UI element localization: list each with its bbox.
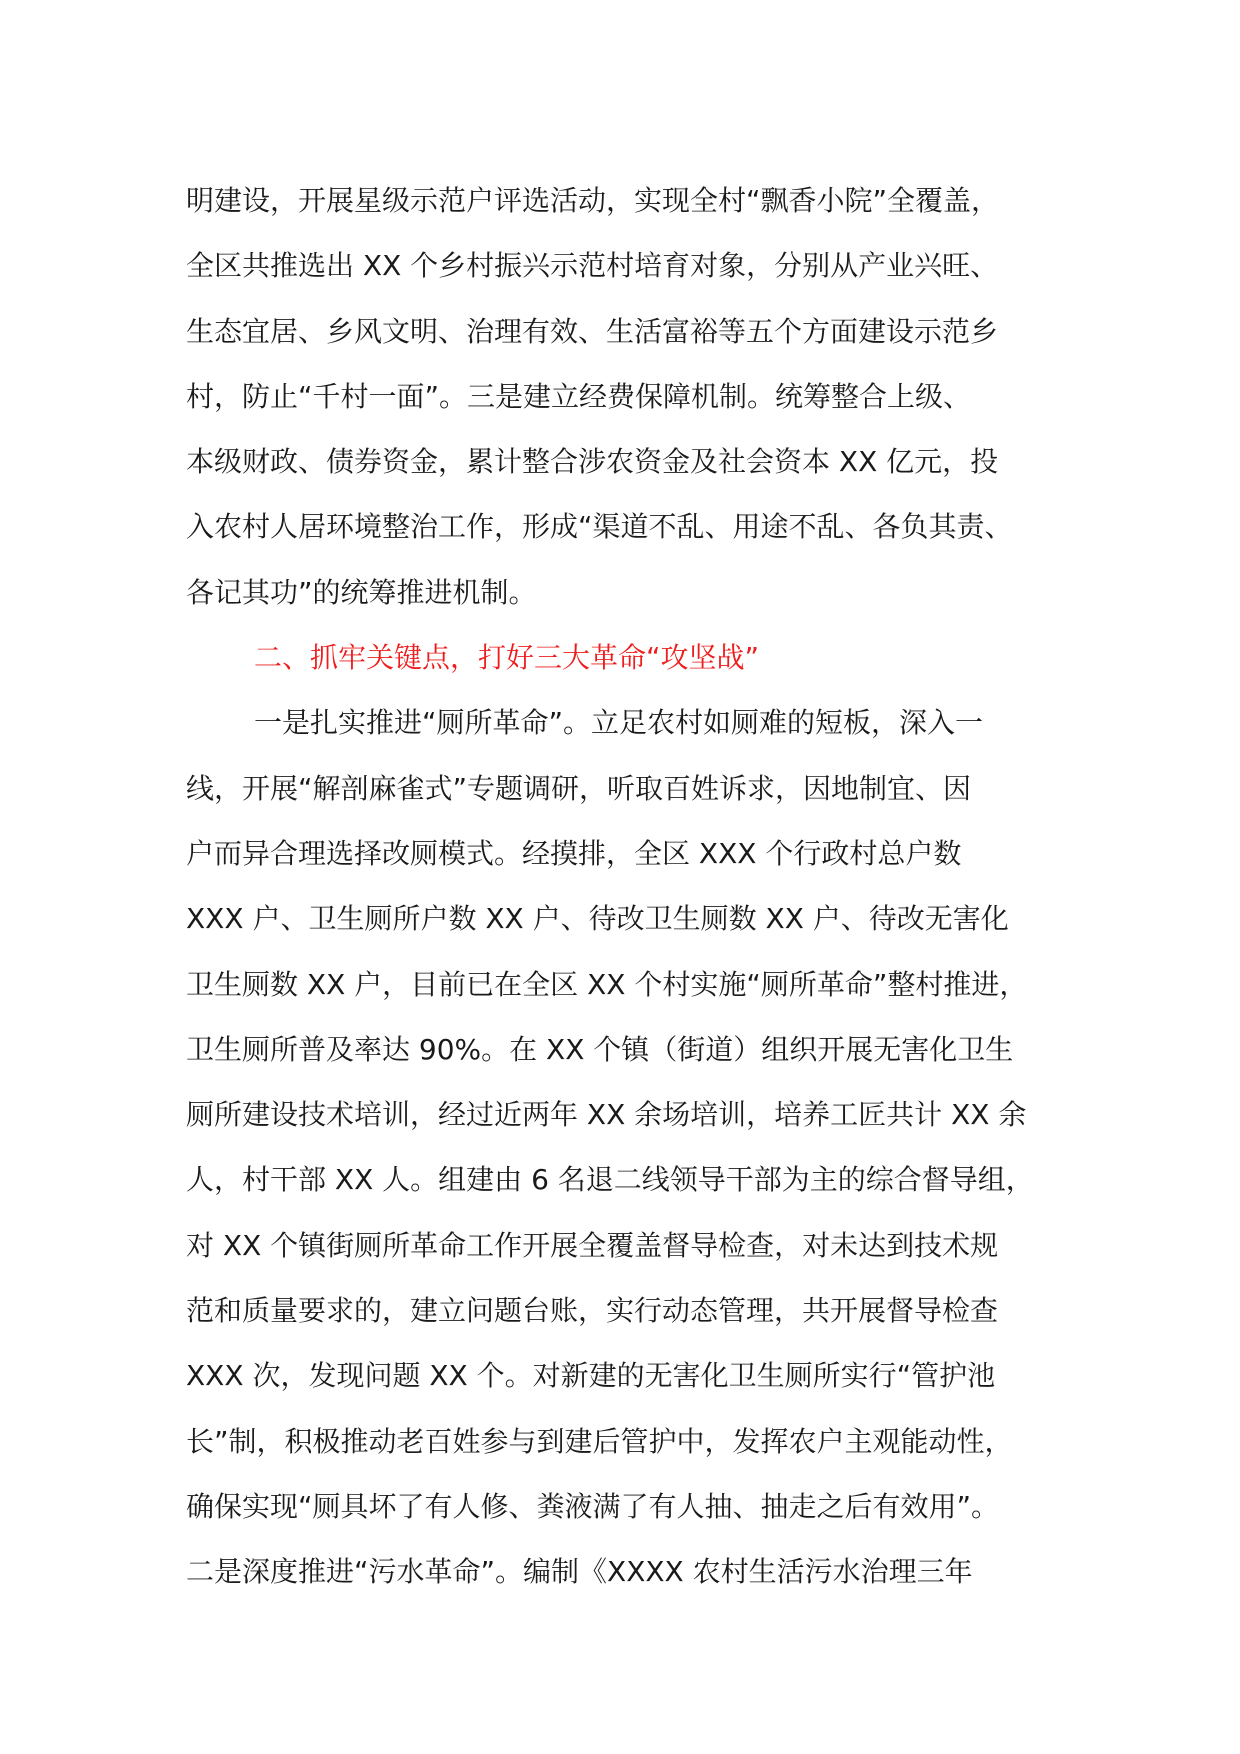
paragraph-line: 范和质量要求的，建立问题台账，实行动态管理，共开展督导检查 [186, 1294, 999, 1328]
paragraph-line: 全区共推选出 XX 个乡村振兴示范村培育对象，分别从产业兴旺、 [186, 249, 999, 283]
paragraph-line: XXX 户、卫生厕所户数 XX 户、待改卫生厕数 XX 户、待改无害化 [186, 902, 1009, 936]
paragraph-line: 明建设，开展星级示范户评选活动，实现全村“飘香小院”全覆盖， [186, 184, 1000, 217]
paragraph-line: 各记其功”的统筹推进机制。 [186, 575, 537, 609]
paragraph-line: 村，防止“千村一面”。三是建立经费保障机制。统筹整合上级、 [186, 379, 972, 413]
paragraph-line: 确保实现“厕具坏了有人修、粪液满了有人抽、抽走之后有效用”。 [186, 1489, 1000, 1523]
paragraph-line: 对 XX 个镇街厕所革命工作开展全覆盖督导检查，对未达到技术规 [186, 1228, 999, 1262]
paragraph-line: 长”制，积极推动老百姓参与到建后管护中，发挥农户主观能动性， [186, 1424, 1013, 1458]
paragraph-line: 二是深度推进“污水革命”。编制《XXXX 农村生活污水治理三年 [186, 1555, 973, 1589]
section-heading: 二、抓牢关键点，打好三大革命“攻坚战” [254, 641, 760, 675]
paragraph-line: 卫生厕数 XX 户，目前已在全区 XX 个村实施“厕所革命”整村推进， [186, 967, 1028, 1001]
paragraph-line: 人，村干部 XX 人。组建由 6 名退二线领导干部为主的综合督导组， [186, 1163, 1034, 1197]
paragraph-line: 卫生厕所普及率达 90%。在 XX 个镇（街道）组织开展无害化卫生 [186, 1032, 1014, 1066]
paragraph-line: 本级财政、债券资金，累计整合涉农资金及社会资本 XX 亿元，投 [186, 445, 999, 479]
paragraph-line: XXX 次，发现问题 XX 个。对新建的无害化卫生厕所实行“管护池 [186, 1359, 996, 1393]
paragraph-line: 生态宜居、乡风文明、治理有效、生活富裕等五个方面建设示范乡 [186, 314, 999, 348]
paragraph-line: 入农村人居环境整治工作，形成“渠道不乱、用途不乱、各负其责、 [186, 510, 1013, 544]
body-text [186, 168, 1086, 1605]
paragraph-line: 厕所建设技术培训，经过近两年 XX 余场培训，培养工匠共计 XX 余 [186, 1098, 1027, 1132]
paragraph-line: 一是扎实推进“厕所革命”。立足农村如厕难的短板，深入一 [254, 706, 984, 740]
paragraph-line: 线，开展“解剖麻雀式”专题调研，听取百姓诉求，因地制宜、因 [186, 771, 972, 805]
paragraph-line: 户而异合理选择改厕模式。经摸排，全区 XXX 个行政村总户数 [186, 836, 962, 870]
